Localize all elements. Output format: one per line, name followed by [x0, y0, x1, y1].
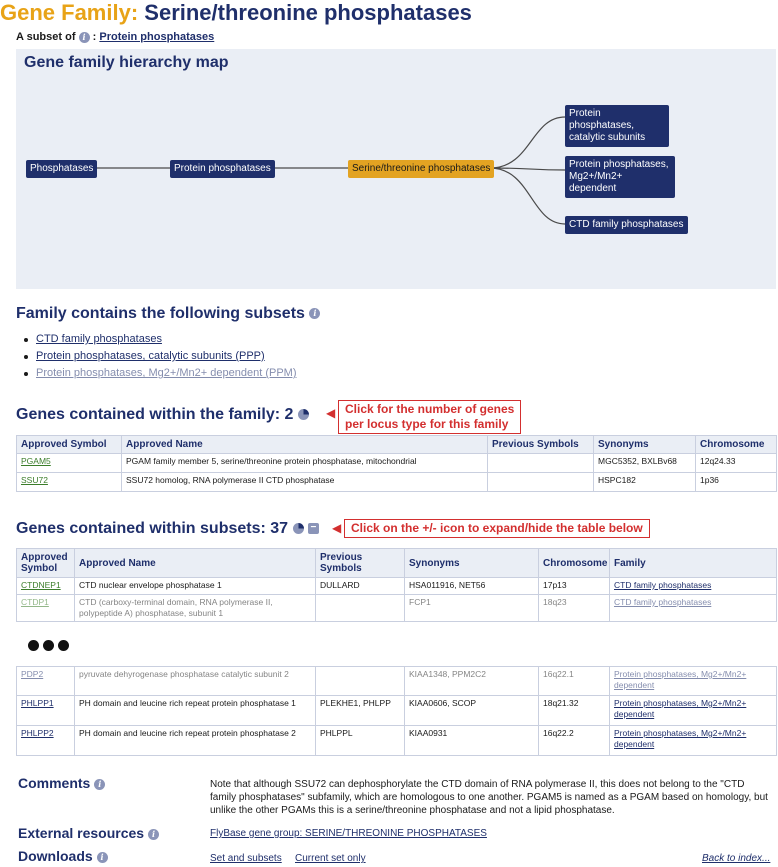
gene-synonyms: HSPC182	[594, 473, 696, 492]
column-header[interactable]: Approved Name	[75, 549, 316, 578]
subset-genes-table-tail	[16, 666, 777, 756]
gene-name: PGAM family member 5, serine/threonine protein phosphatase, mitochondrial	[122, 454, 488, 473]
gene-name: PH domain and leucine rich repeat protein phosphatase 2	[75, 726, 316, 756]
edge-current-child3	[490, 168, 565, 224]
edge-current-child1	[490, 117, 565, 168]
annotation-line: Click for the number of genes	[345, 402, 515, 416]
annotation-line: per locus type for this family	[345, 417, 509, 431]
map-node-catalytic-subunits[interactable]: Protein phosphatases, catalytic subunits	[565, 105, 669, 147]
gene-family-link[interactable]: CTD family phosphatases	[614, 580, 712, 590]
table-row	[17, 578, 777, 595]
table-row	[17, 667, 777, 696]
table-header-row	[17, 549, 777, 578]
info-icon[interactable]: i	[148, 829, 159, 840]
subsets-list	[36, 333, 297, 384]
gene-chromosome: 18q23	[539, 595, 610, 622]
subset-link-ppm[interactable]: Protein phosphatases, Mg2+/Mn2+ dependent (PPM)	[36, 367, 297, 379]
comments-label	[18, 775, 105, 791]
subset-prefix: A subset of	[16, 31, 76, 43]
column-header[interactable]: Chromosome	[539, 549, 610, 578]
map-node-serine-threonine[interactable]: Serine/threonine phosphatases	[348, 160, 494, 178]
list-item	[36, 333, 297, 350]
gene-name: SSU72 homolog, RNA polymerase II CTD phosphatase	[122, 473, 488, 492]
ellipsis-dot	[58, 640, 69, 651]
gene-family-link[interactable]: Protein phosphatases, Mg2+/Mn2+ dependent	[614, 728, 747, 749]
gene-synonyms: MGC5352, BXLBv68	[594, 454, 696, 473]
gene-symbol-link[interactable]: CTDNEP1	[21, 580, 61, 590]
map-node-ctd-family[interactable]: CTD family phosphatases	[565, 216, 688, 234]
genes-family-heading	[16, 406, 309, 424]
expand-annotation: Click on the +/- icon to expand/hide the table below	[344, 519, 650, 538]
column-header[interactable]: Synonyms	[594, 436, 696, 454]
list-item	[36, 350, 297, 367]
gene-previous	[488, 473, 594, 492]
gene-name: pyruvate dehyrogenase phosphatase catalytic subunit 2	[75, 667, 316, 696]
ellipsis-dot	[43, 640, 54, 651]
page-title-name: Serine/threonine phosphatases	[144, 0, 472, 25]
table-row	[17, 726, 777, 756]
family-genes-table	[16, 435, 777, 492]
subsets-heading-text: Family contains the following subsets	[16, 305, 305, 322]
gene-synonyms: KIAA0606, SCOP	[405, 696, 539, 726]
table-row	[17, 595, 777, 622]
gene-name: CTD (carboxy-terminal domain, RNA polymerase II, polypeptide A) phosphatase, subunit 1	[75, 595, 316, 622]
external-resources-label	[18, 825, 159, 841]
gene-chromosome: 16q22.1	[539, 667, 610, 696]
ellipsis-dot	[28, 640, 39, 651]
column-header[interactable]: Previous Symbols	[316, 549, 405, 578]
gene-previous	[488, 454, 594, 473]
table-row	[17, 454, 777, 473]
locus-type-pie-icon[interactable]	[298, 409, 309, 420]
download-set-subsets-link[interactable]: Set and subsets	[210, 853, 282, 864]
gene-symbol-link[interactable]: SSU72	[21, 475, 48, 485]
gene-chromosome: 16q22.2	[539, 726, 610, 756]
external-resources-label-text: External resources	[18, 825, 145, 841]
column-header[interactable]: Approved Symbol	[17, 436, 122, 454]
gene-family-link[interactable]: Protein phosphatases, Mg2+/Mn2+ dependent	[614, 669, 747, 690]
subset-link-ctd[interactable]: CTD family phosphatases	[36, 333, 162, 345]
map-node-mg-mn-dependent[interactable]: Protein phosphatases, Mg2+/Mn2+ dependent	[565, 156, 675, 198]
gene-previous	[316, 667, 405, 696]
table-row	[17, 696, 777, 726]
column-header[interactable]: Approved Symbol	[17, 549, 75, 578]
gene-symbol-link[interactable]: PHLPP1	[21, 698, 54, 708]
gene-symbol-link[interactable]: PDP2	[21, 669, 44, 679]
column-header[interactable]: Synonyms	[405, 549, 539, 578]
gene-symbol-link[interactable]: PGAM5	[21, 456, 51, 466]
page-title	[0, 0, 472, 26]
comments-label-text: Comments	[18, 775, 91, 791]
gene-name: CTD nuclear envelope phosphatase 1	[75, 578, 316, 595]
info-icon[interactable]: i	[94, 779, 105, 790]
hierarchy-map-panel	[16, 49, 776, 289]
genes-subsets-heading	[16, 520, 319, 538]
map-node-phosphatases[interactable]: Phosphatases	[26, 160, 97, 178]
info-icon[interactable]: i	[97, 852, 108, 863]
expand-collapse-icon[interactable]: −	[308, 523, 319, 534]
downloads-label-text: Downloads	[18, 848, 93, 864]
genes-subsets-heading-text: Genes contained within subsets: 37	[16, 520, 289, 537]
comments-text: Note that although SSU72 can dephosphorylate the CTD domain of RNA polymerase II, this does not belong to the "CTD family phosphatases" subfamily, which are homologous to one another. PGAM5 is named as a PGAM based on homology, but unlike the other PGAMs this is a serine/threonine phosphatase and not a lipid phosphatase.	[210, 779, 768, 816]
gene-previous	[316, 595, 405, 622]
gene-chromosome: 17p13	[539, 578, 610, 595]
gene-synonyms: FCP1	[405, 595, 539, 622]
list-item	[36, 367, 297, 384]
column-header[interactable]: Approved Name	[122, 436, 488, 454]
annotation-arrow-icon: ◀	[332, 521, 342, 535]
column-header[interactable]: Family	[610, 549, 777, 578]
subset-link-ppp[interactable]: Protein phosphatases, catalytic subunits (PPP)	[36, 350, 265, 362]
downloads-label	[18, 848, 108, 864]
ellipsis-more-rows	[28, 638, 73, 656]
back-to-index-link[interactable]: Back to index...	[702, 853, 771, 864]
gene-chromosome: 18q21.32	[539, 696, 610, 726]
table-header-row	[17, 436, 777, 454]
gene-symbol-link[interactable]: CTDP1	[21, 597, 49, 607]
genes-family-heading-text: Genes contained within the family: 2	[16, 406, 294, 423]
gene-synonyms: HSA011916, NET56	[405, 578, 539, 595]
column-header[interactable]: Previous Symbols	[488, 436, 594, 454]
page-title-label: Gene Family:	[0, 0, 139, 25]
gene-family-link[interactable]: CTD family phosphatases	[614, 597, 712, 607]
column-header[interactable]: Chromosome	[696, 436, 777, 454]
gene-synonyms: KIAA1348, PPM2C2	[405, 667, 539, 696]
gene-previous: DULLARD	[316, 578, 405, 595]
subset-separator: :	[92, 31, 97, 43]
gene-name: PH domain and leucine rich repeat protein phosphatase 1	[75, 696, 316, 726]
hierarchy-map-title: Gene family hierarchy map	[24, 54, 229, 71]
info-icon[interactable]: i	[79, 32, 90, 43]
locus-type-pie-icon[interactable]	[293, 523, 304, 534]
map-node-protein-phosphatases[interactable]: Protein phosphatases	[170, 160, 275, 178]
table-row	[17, 473, 777, 492]
flybase-link[interactable]: FlyBase gene group: SERINE/THREONINE PHOSPHATASES	[210, 828, 487, 839]
download-current-set-link[interactable]: Current set only	[295, 853, 366, 864]
gene-synonyms: KIAA0931	[405, 726, 539, 756]
locus-type-annotation	[338, 400, 521, 434]
gene-family-link[interactable]: Protein phosphatases, Mg2+/Mn2+ dependent	[614, 698, 747, 719]
gene-chromosome: 1p36	[696, 473, 777, 492]
gene-chromosome: 12q24.33	[696, 454, 777, 473]
gene-previous: PHLPPL	[316, 726, 405, 756]
parent-subset-line	[16, 31, 214, 43]
parent-family-link[interactable]: Protein phosphatases	[99, 31, 215, 43]
subsets-heading	[16, 305, 320, 323]
gene-previous: PLEKHE1, PHLPP	[316, 696, 405, 726]
subset-genes-table	[16, 548, 777, 622]
gene-symbol-link[interactable]: PHLPP2	[21, 728, 54, 738]
annotation-arrow-icon: ◀	[326, 406, 336, 420]
info-icon[interactable]: i	[309, 308, 320, 319]
